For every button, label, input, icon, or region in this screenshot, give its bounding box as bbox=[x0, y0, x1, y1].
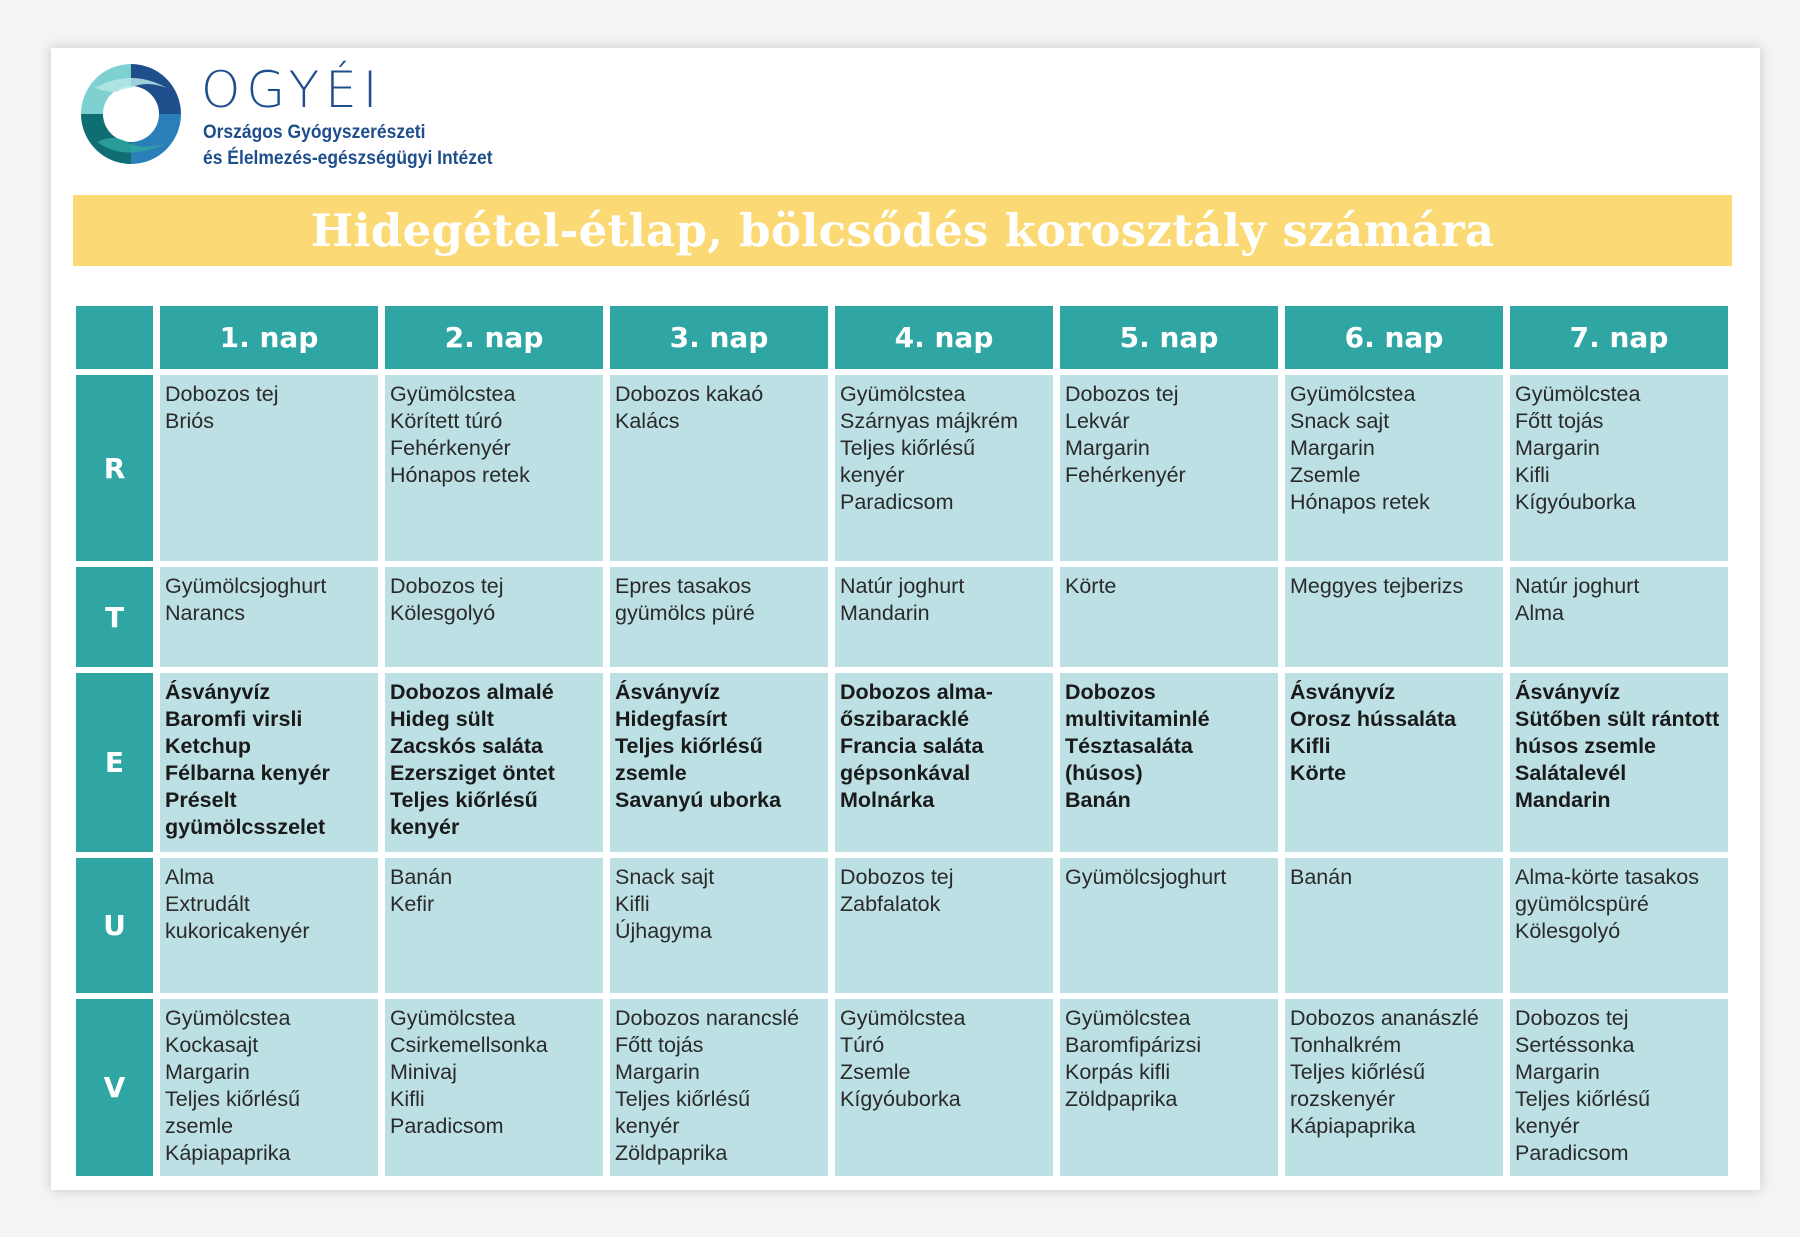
menu-item: Kifli bbox=[1290, 734, 1331, 758]
menu-item: Körte bbox=[1065, 574, 1117, 598]
menu-cell bbox=[160, 375, 378, 561]
menu-item: Minivaj bbox=[390, 1060, 457, 1084]
menu-item: Zöldpaprika bbox=[1065, 1087, 1178, 1111]
menu-cell bbox=[385, 567, 603, 667]
menu-cell bbox=[1285, 999, 1503, 1176]
menu-item: Alma bbox=[1515, 601, 1564, 625]
menu-cell bbox=[1510, 673, 1728, 852]
menu-item: kenyér bbox=[390, 815, 460, 839]
page-title: Hidegétel-étlap, bölcsődés korosztály számára bbox=[310, 204, 1495, 257]
menu-item: Alma bbox=[165, 865, 214, 889]
menu-cell bbox=[610, 673, 828, 852]
menu-cell bbox=[1285, 858, 1503, 993]
menu-cell bbox=[1060, 673, 1278, 852]
menu-item: Gyümölcstea bbox=[1065, 1006, 1191, 1030]
menu-item: Szárnyas májkrém bbox=[840, 409, 1019, 433]
menu-item: Gyümölcstea bbox=[390, 1006, 516, 1030]
menu-item: Körített túró bbox=[390, 409, 503, 433]
menu-cell bbox=[385, 999, 603, 1176]
menu-item: Margarin bbox=[1515, 1060, 1600, 1084]
menu-item: Teljes kiőrlésű bbox=[165, 1087, 301, 1111]
menu-item: Margarin bbox=[1515, 436, 1600, 460]
menu-item: Dobozos kakaó bbox=[615, 382, 764, 406]
menu-cell bbox=[1510, 858, 1728, 993]
menu-item: (húsos) bbox=[1065, 761, 1143, 785]
menu-item: Dobozos tej bbox=[840, 865, 954, 889]
menu-item: Paradicsom bbox=[1515, 1141, 1629, 1165]
menu-cell bbox=[610, 375, 828, 561]
menu-item: zsemle bbox=[165, 1114, 234, 1138]
menu-item: Orosz hússaláta bbox=[1290, 707, 1457, 731]
menu-item: Ketchup bbox=[165, 734, 251, 758]
menu-cell bbox=[1060, 858, 1278, 993]
menu-item: Teljes kiőrlésű bbox=[840, 436, 976, 460]
menu-cell bbox=[160, 858, 378, 993]
menu-item: Baromfi virsli bbox=[165, 707, 303, 731]
menu-item: Hónapos retek bbox=[1290, 490, 1430, 514]
menu-item: Zacskós saláta bbox=[390, 734, 543, 758]
menu-cell bbox=[1060, 375, 1278, 561]
menu-item: Kifli bbox=[390, 1087, 425, 1111]
meal-label: R bbox=[76, 375, 153, 561]
menu-cell bbox=[385, 858, 603, 993]
menu-item: kenyér bbox=[615, 1114, 680, 1138]
menu-item: Főtt tojás bbox=[1515, 409, 1604, 433]
menu-item: Kifli bbox=[615, 892, 650, 916]
menu-item: Újhagyma bbox=[615, 919, 712, 943]
menu-item: Mandarin bbox=[1515, 788, 1611, 812]
menu-cell bbox=[835, 567, 1053, 667]
menu-item: Sertéssonka bbox=[1515, 1033, 1635, 1057]
menu-item: Dobozos tej bbox=[1515, 1006, 1629, 1030]
menu-item: Zabfalatok bbox=[840, 892, 941, 916]
day-header: 6. nap bbox=[1285, 306, 1503, 369]
menu-item: kenyér bbox=[1515, 1114, 1580, 1138]
menu-item: Kígyóuborka bbox=[840, 1087, 961, 1111]
brand-subtitle-line2: és Élelmezés-egészségügyi Intézet bbox=[203, 148, 493, 169]
menu-item: Alma-körte tasakos bbox=[1515, 865, 1700, 889]
ogyei-logo bbox=[75, 58, 495, 173]
menu-cell bbox=[610, 567, 828, 667]
menu-cell bbox=[1510, 567, 1728, 667]
menu-cell bbox=[835, 673, 1053, 852]
menu-item: Teljes kiőrlésű bbox=[1515, 1087, 1651, 1111]
menu-item: Hidegfasírt bbox=[615, 707, 728, 731]
menu-item: Ásványvíz bbox=[1290, 680, 1396, 704]
ogyei-circle-logo-icon bbox=[75, 58, 187, 170]
menu-cell bbox=[385, 375, 603, 561]
menu-item: Gyümölcstea bbox=[390, 382, 516, 406]
menu-item: Dobozos almalé bbox=[390, 680, 554, 704]
menu-item: zsemle bbox=[615, 761, 687, 785]
menu-item: Gyümölcsjoghurt bbox=[1065, 865, 1227, 889]
menu-item: kenyér bbox=[840, 463, 905, 487]
menu-cell bbox=[160, 673, 378, 852]
menu-item: Dobozos tej bbox=[1065, 382, 1179, 406]
corner-cell bbox=[76, 306, 153, 369]
menu-item: Korpás kifli bbox=[1065, 1060, 1171, 1084]
menu-table bbox=[76, 306, 1730, 1176]
menu-item: Hónapos retek bbox=[390, 463, 530, 487]
menu-item: Főtt tojás bbox=[615, 1033, 704, 1057]
menu-item: Zsemle bbox=[1290, 463, 1361, 487]
menu-cell bbox=[1285, 673, 1503, 852]
menu-item: Ezersziget öntet bbox=[390, 761, 555, 785]
menu-item: Teljes kiőrlésű bbox=[615, 1087, 751, 1111]
menu-cell bbox=[1060, 567, 1278, 667]
menu-item: Teljes kiőrlésű bbox=[615, 734, 763, 758]
menu-item: gyümölcsszelet bbox=[165, 815, 326, 839]
menu-item: Extrudált bbox=[165, 892, 250, 916]
menu-item: Briós bbox=[165, 409, 214, 433]
menu-item: Kockasajt bbox=[165, 1033, 259, 1057]
menu-item: Zsemle bbox=[840, 1060, 911, 1084]
menu-cell bbox=[160, 999, 378, 1176]
menu-item: rozskenyér bbox=[1290, 1087, 1396, 1111]
menu-item: Túró bbox=[840, 1033, 885, 1057]
day-header: 4. nap bbox=[835, 306, 1053, 369]
menu-item: kukoricakenyér bbox=[165, 919, 310, 943]
menu-item: Natúr joghurt bbox=[840, 574, 965, 598]
menu-item: Paradicsom bbox=[390, 1114, 504, 1138]
menu-item: Margarin bbox=[1065, 436, 1150, 460]
menu-cell bbox=[1510, 375, 1728, 561]
menu-item: Paradicsom bbox=[840, 490, 954, 514]
menu-item: Gyümölcsjoghurt bbox=[165, 574, 327, 598]
menu-item: Dobozos bbox=[1065, 680, 1156, 704]
menu-item: Ásványvíz bbox=[615, 680, 721, 704]
menu-item: Gyümölcstea bbox=[840, 382, 966, 406]
menu-cell bbox=[610, 858, 828, 993]
menu-item: Margarin bbox=[1290, 436, 1375, 460]
menu-item: Teljes kiőrlésű bbox=[1290, 1060, 1426, 1084]
menu-item: gyümölcspüré bbox=[1515, 892, 1649, 916]
meal-label: U bbox=[76, 858, 153, 993]
menu-item: őszibaracklé bbox=[840, 707, 970, 731]
meal-label: T bbox=[76, 567, 153, 667]
menu-item: Kifli bbox=[1515, 463, 1550, 487]
menu-item: gépsonkával bbox=[840, 761, 971, 785]
menu-item: Margarin bbox=[165, 1060, 250, 1084]
menu-item: Lekvár bbox=[1065, 409, 1130, 433]
menu-cell bbox=[160, 567, 378, 667]
menu-item: Fehérkenyér bbox=[1065, 463, 1186, 487]
menu-cell bbox=[835, 999, 1053, 1176]
menu-cell bbox=[1285, 375, 1503, 561]
menu-item: Narancs bbox=[165, 601, 246, 625]
day-header: 1. nap bbox=[160, 306, 378, 369]
menu-item: Dobozos alma- bbox=[840, 680, 993, 704]
menu-item: Kápiapaprika bbox=[1290, 1114, 1416, 1138]
menu-item: Gyümölcstea bbox=[1515, 382, 1641, 406]
menu-item: Savanyú uborka bbox=[615, 788, 782, 812]
meal-label: E bbox=[76, 673, 153, 852]
menu-item: Dobozos tej bbox=[390, 574, 504, 598]
menu-cell bbox=[1285, 567, 1503, 667]
menu-item: Kígyóuborka bbox=[1515, 490, 1636, 514]
menu-item: Francia saláta bbox=[840, 734, 984, 758]
menu-cell bbox=[835, 375, 1053, 561]
menu-item: Sütőben sült rántott bbox=[1515, 707, 1720, 731]
menu-item: Snack sajt bbox=[1290, 409, 1390, 433]
menu-card bbox=[51, 48, 1760, 1190]
menu-item: gyümölcs püré bbox=[615, 601, 755, 625]
brand-subtitle bbox=[203, 120, 493, 172]
menu-item: Kölesgolyó bbox=[390, 601, 496, 625]
brand-subtitle-line1: Országos Gyógyszerészeti bbox=[203, 122, 426, 143]
menu-item: Banán bbox=[1065, 788, 1131, 812]
day-header: 2. nap bbox=[385, 306, 603, 369]
title-banner bbox=[73, 195, 1732, 266]
menu-item: Tonhalkrém bbox=[1290, 1033, 1402, 1057]
menu-item: Banán bbox=[390, 865, 453, 889]
menu-item: Kefir bbox=[390, 892, 435, 916]
menu-item: Fehérkenyér bbox=[390, 436, 511, 460]
menu-item: Dobozos tej bbox=[165, 382, 279, 406]
menu-item: Hideg sült bbox=[390, 707, 494, 731]
menu-item: Snack sajt bbox=[615, 865, 715, 889]
menu-item: Kápiapaprika bbox=[165, 1141, 291, 1165]
menu-item: Epres tasakos bbox=[615, 574, 752, 598]
menu-item: Mandarin bbox=[840, 601, 930, 625]
menu-item: Félbarna kenyér bbox=[165, 761, 330, 785]
menu-cell bbox=[385, 673, 603, 852]
menu-item: Dobozos narancslé bbox=[615, 1006, 800, 1030]
menu-item: Körte bbox=[1290, 761, 1347, 785]
menu-item: Banán bbox=[1290, 865, 1353, 889]
menu-item: Baromfipárizsi bbox=[1065, 1033, 1202, 1057]
brand-name: OGYÉI bbox=[201, 61, 384, 119]
menu-item: Kalács bbox=[615, 409, 680, 433]
menu-item: multivitaminlé bbox=[1065, 707, 1210, 731]
meal-label: V bbox=[76, 999, 153, 1176]
menu-item: húsos zsemle bbox=[1515, 734, 1656, 758]
day-header: 7. nap bbox=[1510, 306, 1728, 369]
menu-item: Csirkemellsonka bbox=[390, 1033, 548, 1057]
menu-cell bbox=[610, 999, 828, 1176]
menu-item: Ásványvíz bbox=[165, 680, 271, 704]
day-header: 5. nap bbox=[1060, 306, 1278, 369]
menu-item: Kölesgolyó bbox=[1515, 919, 1621, 943]
menu-item: Préselt bbox=[165, 788, 237, 812]
menu-cell bbox=[835, 858, 1053, 993]
menu-item: Dobozos ananászlé bbox=[1290, 1006, 1479, 1030]
menu-item: Margarin bbox=[615, 1060, 700, 1084]
menu-item: Salátalevél bbox=[1515, 761, 1627, 785]
menu-item: Molnárka bbox=[840, 788, 935, 812]
menu-item: Meggyes tejberizs bbox=[1290, 574, 1464, 598]
menu-cell bbox=[1510, 999, 1728, 1176]
menu-item: Natúr joghurt bbox=[1515, 574, 1640, 598]
menu-cell bbox=[1060, 999, 1278, 1176]
menu-item: Gyümölcstea bbox=[165, 1006, 291, 1030]
menu-item: Ásványvíz bbox=[1515, 680, 1621, 704]
menu-item: Zöldpaprika bbox=[615, 1141, 728, 1165]
menu-item: Tésztasaláta bbox=[1065, 734, 1193, 758]
menu-item: Gyümölcstea bbox=[840, 1006, 966, 1030]
day-header: 3. nap bbox=[610, 306, 828, 369]
menu-item: Gyümölcstea bbox=[1290, 382, 1416, 406]
menu-item: Teljes kiőrlésű bbox=[390, 788, 538, 812]
